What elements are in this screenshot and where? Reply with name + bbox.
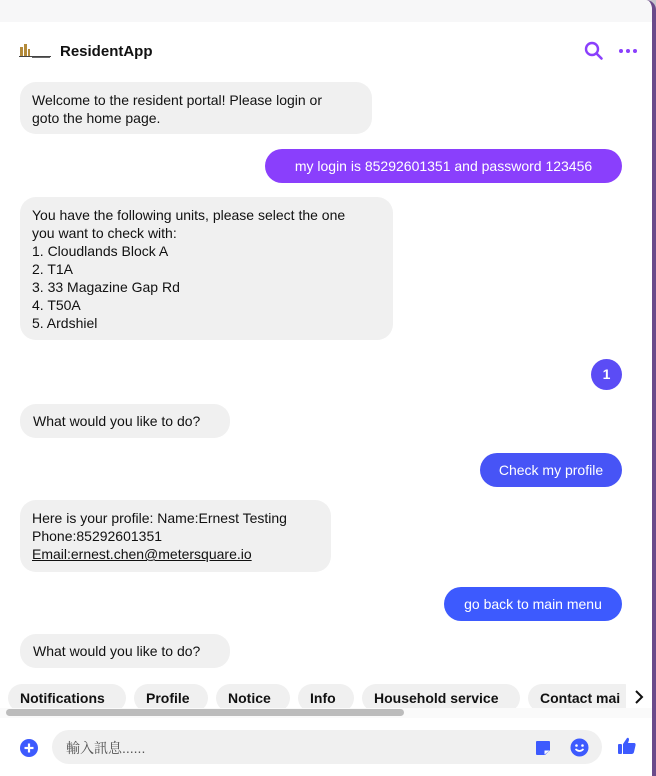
message-line: What would you like to do? xyxy=(33,413,201,429)
chat-header xyxy=(0,30,652,74)
composer xyxy=(0,728,652,768)
message-line: Welcome to the resident portal! Please login or xyxy=(32,92,323,108)
message-line: Phone:85292601351 xyxy=(32,528,163,544)
message-list xyxy=(0,74,652,674)
message-line: 2. T1A xyxy=(32,261,73,277)
message-line: Here is your profile: Name:Ernest Testing xyxy=(32,510,287,526)
user-message: go back to main menu xyxy=(444,587,622,621)
bot-message xyxy=(20,634,230,668)
thumbs-up-icon[interactable] xyxy=(617,736,637,761)
message-line: goto the home page. xyxy=(32,110,161,126)
app-logo-icon xyxy=(18,43,52,59)
user-message: 1 xyxy=(591,359,622,390)
email-link[interactable]: Email:ernest.chen@metersquare.io xyxy=(32,546,252,562)
quick-reply-info[interactable]: Info xyxy=(298,684,354,712)
message-input[interactable] xyxy=(64,730,508,766)
message-line: you want to check with: xyxy=(32,225,177,241)
message-line: What would you like to do? xyxy=(33,643,201,659)
more-icon[interactable] xyxy=(616,39,640,63)
emoji-icon[interactable] xyxy=(570,738,589,762)
bot-message xyxy=(20,500,331,572)
quick-reply-contact[interactable]: Contact mai xyxy=(528,684,638,712)
scrollbar-thumb[interactable] xyxy=(6,709,404,716)
message-line: You have the following units, please select the one xyxy=(32,207,346,223)
quick-reply-profile[interactable]: Profile xyxy=(134,684,208,712)
message-input-container xyxy=(52,730,602,764)
message-line: 4. T50A xyxy=(32,297,81,313)
quick-reply-notice[interactable]: Notice xyxy=(216,684,290,712)
quick-reply-notifications[interactable]: Notifications xyxy=(8,684,126,712)
bot-message xyxy=(20,404,230,438)
user-message: my login is 85292601351 and password 123456 xyxy=(265,149,622,183)
message-line: 3. 33 Magazine Gap Rd xyxy=(32,279,180,295)
bot-message xyxy=(20,82,372,134)
bot-message xyxy=(20,197,393,340)
sticker-icon[interactable] xyxy=(534,739,552,762)
user-message: Check my profile xyxy=(480,453,622,487)
app-title: ResidentApp xyxy=(60,43,153,60)
search-icon[interactable] xyxy=(582,39,606,63)
message-line: 1. Cloudlands Block A xyxy=(32,243,169,259)
plus-icon[interactable] xyxy=(20,739,38,762)
quick-reply-household-service[interactable]: Household service xyxy=(362,684,520,712)
title-strip xyxy=(0,0,652,22)
message-line: 5. Ardshiel xyxy=(32,315,98,331)
